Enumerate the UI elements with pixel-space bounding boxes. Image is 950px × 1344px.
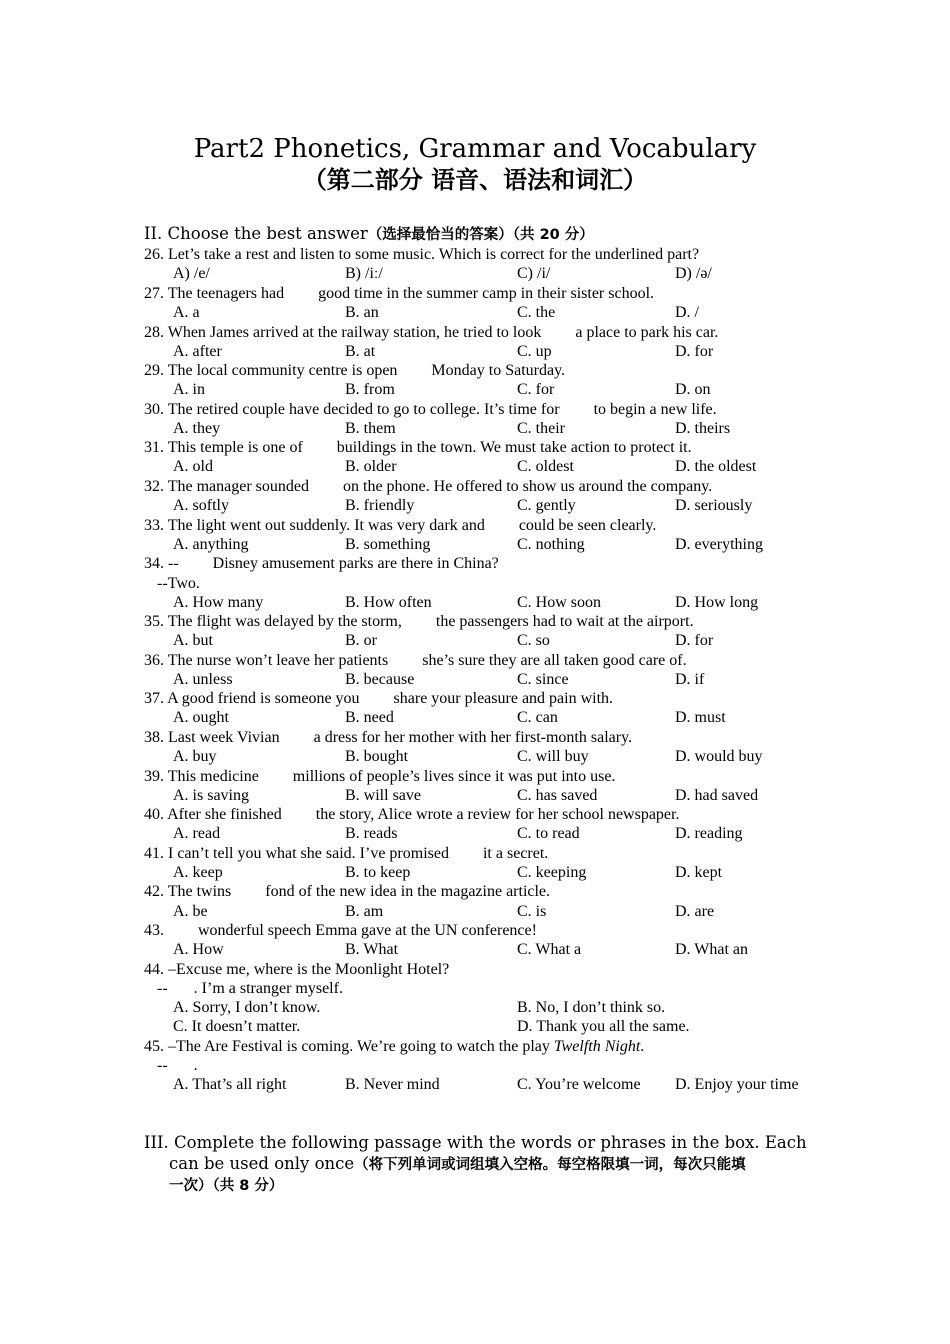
option-d[interactable]: D. reading [675,825,743,842]
option-d[interactable]: D. for [675,632,714,649]
option-a[interactable]: A. they [173,420,221,437]
section-3-heading: III. Complete the following passage with the words or phrases in the box. Each can be used only once（将下列单词或词组填入空格。每空格限填一词，每次只能填 一次）（共 8 分） [144,1133,807,1194]
question-34: 34. -- Disney amusement parks are there in China? [144,555,499,572]
question-39: 39. This medicine millions of people’s lives since it was put into use. [144,768,616,785]
option-c[interactable]: C. keeping [517,864,587,881]
option-a[interactable]: A. read [173,825,221,842]
option-a[interactable]: A. keep [173,864,223,881]
option-d[interactable]: D. on [675,381,711,398]
question-31: 31. This temple is one of buildings in the town. We must take action to protect it. [144,439,692,456]
option-b[interactable]: B. need [345,709,394,726]
option-d[interactable]: D. if [675,671,705,688]
options-30 [0,419,950,438]
options-28 [0,342,950,361]
option-a[interactable]: A. unless [173,671,233,688]
option-c[interactable]: C. gently [517,497,576,514]
option-a[interactable]: A. softly [173,497,229,514]
question-33: 33. The light went out suddenly. It was very dark and could be seen clearly. [144,517,657,534]
option-c[interactable]: C. You’re welcome [517,1076,641,1093]
question-28: 28. When James arrived at the railway station, he tried to look a place to park his car. [144,324,719,341]
option-a[interactable]: A. in [173,381,205,398]
option-c[interactable]: C) /i/ [517,265,551,282]
part-title: Part2 Phonetics, Grammar and Vocabulary [193,134,757,164]
question-44-reply: -- . I’m a stranger myself. [157,980,343,997]
question-34-reply: --Two. [157,575,200,592]
option-d[interactable]: D. would buy [675,748,763,765]
option-a[interactable]: A. old [173,458,213,475]
option-b[interactable]: B. older [345,458,397,475]
option-c[interactable]: C. since [517,671,569,688]
options-45 [0,1075,950,1094]
question-45: 45. –The Are Festival is coming. We’re going to watch the play Twelfth Night. [144,1038,645,1055]
option-a[interactable]: A. Sorry, I don’t know. [173,999,321,1016]
options-37 [0,708,950,727]
option-a[interactable]: A. a [173,304,200,321]
question-30: 30. The retired couple have decided to go to college. It’s time for to begin a new life. [144,401,717,418]
option-c[interactable]: C. How soon [517,594,602,611]
option-b[interactable]: B. No, I don’t think so. [517,999,666,1016]
option-a[interactable]: A. ought [173,709,229,726]
option-a[interactable]: A. after [173,343,222,360]
option-b[interactable]: B. an [345,304,379,321]
option-c[interactable]: C. It doesn’t matter. [173,1018,301,1035]
question-26: 26. Let’s take a rest and listen to some music. Which is correct for the underlined part? [144,246,700,263]
options-39 [0,786,950,805]
option-a[interactable]: A. anything [173,536,249,553]
option-b[interactable]: B. them [345,420,396,437]
option-b[interactable]: B. What [345,941,399,958]
option-d[interactable]: D. must [675,709,726,726]
question-40: 40. After she finished the story, Alice wrote a review for her school newspaper. [144,806,680,823]
question-41: 41. I can’t tell you what she said. I’ve promised it a secret. [144,845,549,862]
option-b[interactable]: B. something [345,536,431,553]
option-d[interactable]: D. Thank you all the same. [517,1018,690,1035]
option-c[interactable]: C. to read [517,825,580,842]
options-38 [0,747,950,766]
option-d[interactable]: D. Enjoy your time [675,1076,799,1093]
question-42: 42. The twins fond of the new idea in the magazine article. [144,883,551,900]
option-a[interactable]: A) /e/ [173,265,210,282]
options-32 [0,496,950,515]
option-b[interactable]: B. reads [345,825,398,842]
option-c[interactable]: C. the [517,304,556,321]
option-b[interactable]: B. Never mind [345,1076,440,1093]
question-38: 38. Last week Vivian a dress for her mother with her first-month salary. [144,729,633,746]
options-27 [0,303,950,322]
option-c[interactable]: C. so [517,632,550,649]
question-29: 29. The local community centre is open Monday to Saturday. [144,362,566,379]
option-d[interactable]: D. for [675,343,714,360]
option-b[interactable]: B) /iː/ [345,265,383,282]
option-b[interactable]: B. from [345,381,395,398]
option-b[interactable]: B. at [345,343,376,360]
option-c[interactable]: C. has saved [517,787,598,804]
option-d[interactable]: D. How long [675,594,759,611]
options-29 [0,380,950,399]
option-c[interactable]: C. is [517,903,547,920]
option-a[interactable]: A. How [173,941,224,958]
option-d[interactable]: D. / [675,304,699,321]
option-d[interactable]: D. kept [675,864,723,881]
option-c[interactable]: C. their [517,420,565,437]
option-b[interactable]: B. am [345,903,384,920]
options-43 [0,940,950,959]
question-35: 35. The flight was delayed by the storm, the passengers had to wait at the airport. [144,613,694,630]
option-d[interactable]: D. had saved [675,787,759,804]
option-c[interactable]: C. up [517,343,552,360]
option-c[interactable]: C. for [517,381,555,398]
option-d[interactable]: D. seriously [675,497,753,514]
play-title: Twelfth Night [553,1038,641,1055]
option-d[interactable]: D. What an [675,941,749,958]
options-40 [0,824,950,843]
options-33 [0,535,950,554]
option-b[interactable]: B. will save [345,787,421,804]
option-d[interactable]: D) /ə/ [675,265,712,282]
option-c[interactable]: C. oldest [517,458,574,475]
question-43: 43. wonderful speech Emma gave at the UN conference! [144,922,537,939]
options-31 [0,457,950,476]
option-c[interactable]: C. will buy [517,748,589,765]
option-c[interactable]: C. nothing [517,536,585,553]
option-c[interactable]: C. What a [517,941,582,958]
question-37: 37. A good friend is someone you share your pleasure and pain with. [144,690,614,707]
option-b[interactable]: B. or [345,632,377,649]
option-d[interactable]: D. theirs [675,420,731,437]
options-34 [0,593,950,612]
part-subtitle: （第二部分 语音、语法和词汇） [302,166,648,194]
option-b[interactable]: B. friendly [345,497,415,514]
options-26 [0,264,950,283]
question-32: 32. The manager sounded on the phone. He offered to show us around the company. [144,478,713,495]
option-a[interactable]: A. buy [173,748,217,765]
option-d[interactable]: D. everything [675,536,763,553]
option-b[interactable]: B. How often [345,594,432,611]
question-27: 27. The teenagers had good time in the summer camp in their sister school. [144,285,655,302]
option-c[interactable]: C. can [517,709,558,726]
question-36: 36. The nurse won’t leave her patients she’s sure they are all taken good care of. [144,652,687,669]
option-d[interactable]: D. are [675,903,715,920]
options-36 [0,670,950,689]
option-b[interactable]: B. because [345,671,415,688]
option-a[interactable]: A. That’s all right [173,1076,287,1093]
option-a[interactable]: A. is saving [173,787,249,804]
options-42 [0,902,950,921]
section-2-heading: II. Choose the best answer（选择最恰当的答案）（共 20 分） [144,224,594,243]
option-b[interactable]: B. bought [345,748,409,765]
option-d[interactable]: D. the oldest [675,458,757,475]
question-44: 44. –Excuse me, where is the Moonlight Hotel? [144,961,450,978]
option-a[interactable]: A. but [173,632,213,649]
question-45-reply: -- . [157,1057,198,1074]
options-41 [0,863,950,882]
options-35 [0,631,950,650]
option-a[interactable]: A. be [173,903,208,920]
options-44-row1 [0,998,950,1017]
option-a[interactable]: A. How many [173,594,264,611]
options-44-row2 [0,1017,950,1036]
option-b[interactable]: B. to keep [345,864,411,881]
